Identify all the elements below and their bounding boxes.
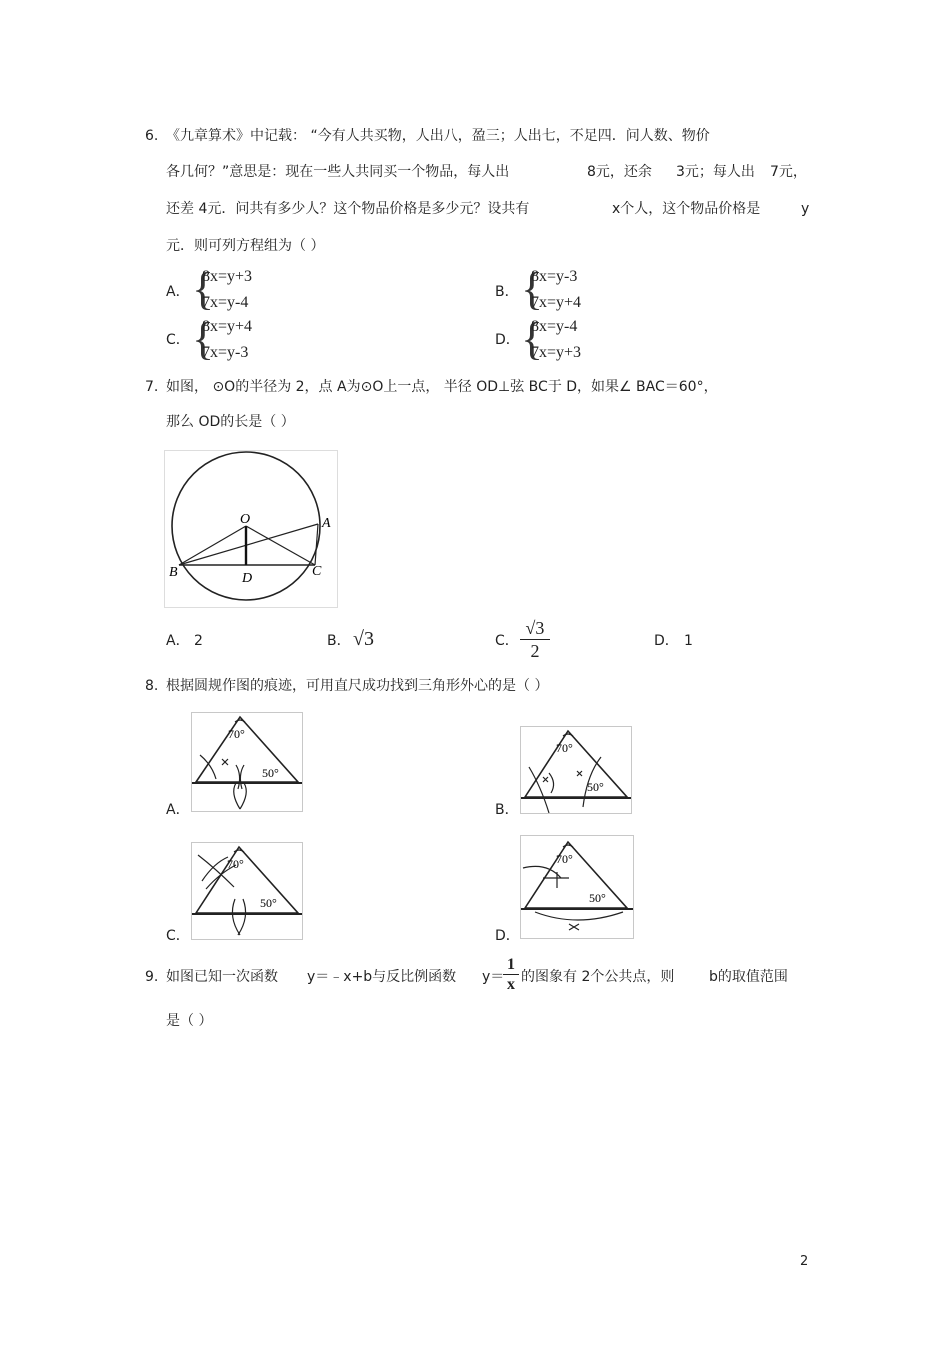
fraction-numerator: 1 — [507, 956, 515, 973]
label-d: D — [242, 571, 253, 586]
q6-line2-b: 8元，还余 — [587, 164, 652, 180]
brace-icon: { — [192, 263, 215, 314]
q8-figure-c — [191, 842, 303, 940]
q8-figure-d — [520, 835, 634, 939]
q8-option-a-label: A． — [166, 802, 190, 818]
q6-option-d-label: D． — [495, 332, 520, 348]
q6-line3-a: 还差 4元．问共有多少人？这个物品价格是多少元？设共有 — [166, 201, 530, 217]
q6-option-d-system — [521, 313, 601, 368]
q7-option-d-label: D． — [654, 633, 679, 649]
q8-figure-a — [191, 712, 303, 812]
q6-line2-d: 7元， — [770, 164, 807, 180]
label-a: A — [322, 516, 331, 531]
q9-number: 9. — [145, 969, 159, 985]
fraction-denominator: 2 — [530, 641, 540, 661]
angle-50-label: 50° — [589, 891, 606, 905]
fraction-denominator: x — [507, 976, 515, 993]
equation-line-1: 8x=y-4 — [531, 318, 578, 335]
q7-option-c-label: C． — [495, 633, 519, 649]
q6-option-c-system — [192, 313, 272, 368]
page-number: 2 — [800, 1254, 809, 1269]
q7-option-d-value: 1 — [684, 633, 693, 649]
q7-option-b-value: √3 — [353, 628, 374, 650]
q7-option-a-value: 2 — [194, 633, 203, 649]
q6-line3-b: x个人，这个物品价格是 — [612, 201, 761, 217]
q6-option-b-system — [521, 263, 601, 318]
q7-line1: 如图， ⊙O的半径为 2，点 A为⊙O上一点， 半径 OD⊥弦 BC于 D，如果∠ BAC＝60°， — [166, 379, 718, 395]
segment-ba — [179, 524, 318, 565]
q9-text-a: 如图已知一次函数 — [166, 969, 278, 985]
triangle-construction-b — [521, 727, 631, 813]
circle-diagram — [165, 451, 337, 607]
q6-line3-c: y — [801, 201, 810, 217]
q8-option-c-label: C． — [166, 928, 190, 944]
q8-figure-b — [520, 726, 632, 814]
q9-text-b: y＝﹣x+b与反比例函数 — [307, 969, 457, 985]
brace-icon: { — [521, 263, 544, 314]
q6-number: 6. — [145, 128, 159, 144]
equation-line-1: 8x=y-3 — [531, 268, 578, 285]
q6-option-a-label: A． — [166, 284, 190, 300]
q9-text-d: 的图象有 2个公共点，则 — [521, 969, 675, 985]
angle-70-label: 70° — [556, 852, 573, 866]
q6-line4: 元．则可列方程组为（ ） — [166, 238, 325, 254]
q6-line1: 《九章算术》中记载： “今有人共买物，人出八，盈三；人出七，不足四．问人数、物价 — [166, 128, 710, 144]
q9-fraction — [503, 955, 519, 994]
brace-icon: { — [521, 313, 544, 364]
triangle-construction-a — [192, 713, 302, 811]
brace-icon: { — [192, 313, 215, 364]
equation-line-1: 8x=y+3 — [202, 268, 253, 285]
angle-70-label: 70° — [556, 741, 573, 755]
q8-text: 根据圆规作图的痕迹，可用直尺成功找到三角形外心的是（ ） — [166, 678, 549, 694]
triangle-construction-d — [521, 836, 633, 938]
angle-70-label: 70° — [227, 857, 244, 871]
q6-option-b-label: B． — [495, 284, 519, 300]
q7-option-c-fraction — [520, 618, 550, 661]
label-b: B — [169, 565, 178, 580]
triangle-construction-c — [192, 843, 302, 939]
angle-50-label: 50° — [587, 780, 604, 794]
q6-option-a-system — [192, 263, 272, 318]
q7-line2: 那么 OD的长是（ ） — [166, 414, 295, 430]
angle-50-label: 50° — [262, 766, 279, 780]
q7-option-a-label: A． — [166, 633, 190, 649]
equation-line-2: 7x=y+3 — [531, 344, 582, 361]
fraction-numerator: √3 — [525, 618, 545, 638]
segment-oc — [246, 526, 315, 565]
q8-number: 8. — [145, 678, 159, 694]
q9-text-e: b的取值范围 — [709, 969, 788, 985]
angle-70-label: 70° — [228, 727, 245, 741]
segment-bo — [179, 526, 246, 565]
q6-line2-a: 各几何？”意思是：现在一些人共同买一个物品，每人出 — [166, 164, 510, 180]
fraction-bar — [520, 639, 550, 640]
equation-line-1: 8x=y+4 — [202, 318, 253, 335]
q6-line2-c: 3元；每人出 — [676, 164, 755, 180]
q9-line2: 是（ ） — [166, 1013, 213, 1029]
equation-line-2: 7x=y-3 — [202, 344, 249, 361]
label-c: C — [312, 564, 322, 579]
q7-option-b-label: B． — [327, 633, 351, 649]
equation-line-2: 7x=y+4 — [531, 294, 582, 311]
q7-number: 7. — [145, 379, 159, 395]
q7-circle-figure — [164, 450, 338, 608]
q8-option-b-label: B． — [495, 802, 519, 818]
q8-option-d-label: D． — [495, 928, 520, 944]
q9-text-c: y＝ — [482, 969, 505, 985]
equation-line-2: 7x=y-4 — [202, 294, 249, 311]
label-o: O — [240, 512, 251, 527]
q6-option-c-label: C． — [166, 332, 190, 348]
angle-50-label: 50° — [260, 896, 277, 910]
